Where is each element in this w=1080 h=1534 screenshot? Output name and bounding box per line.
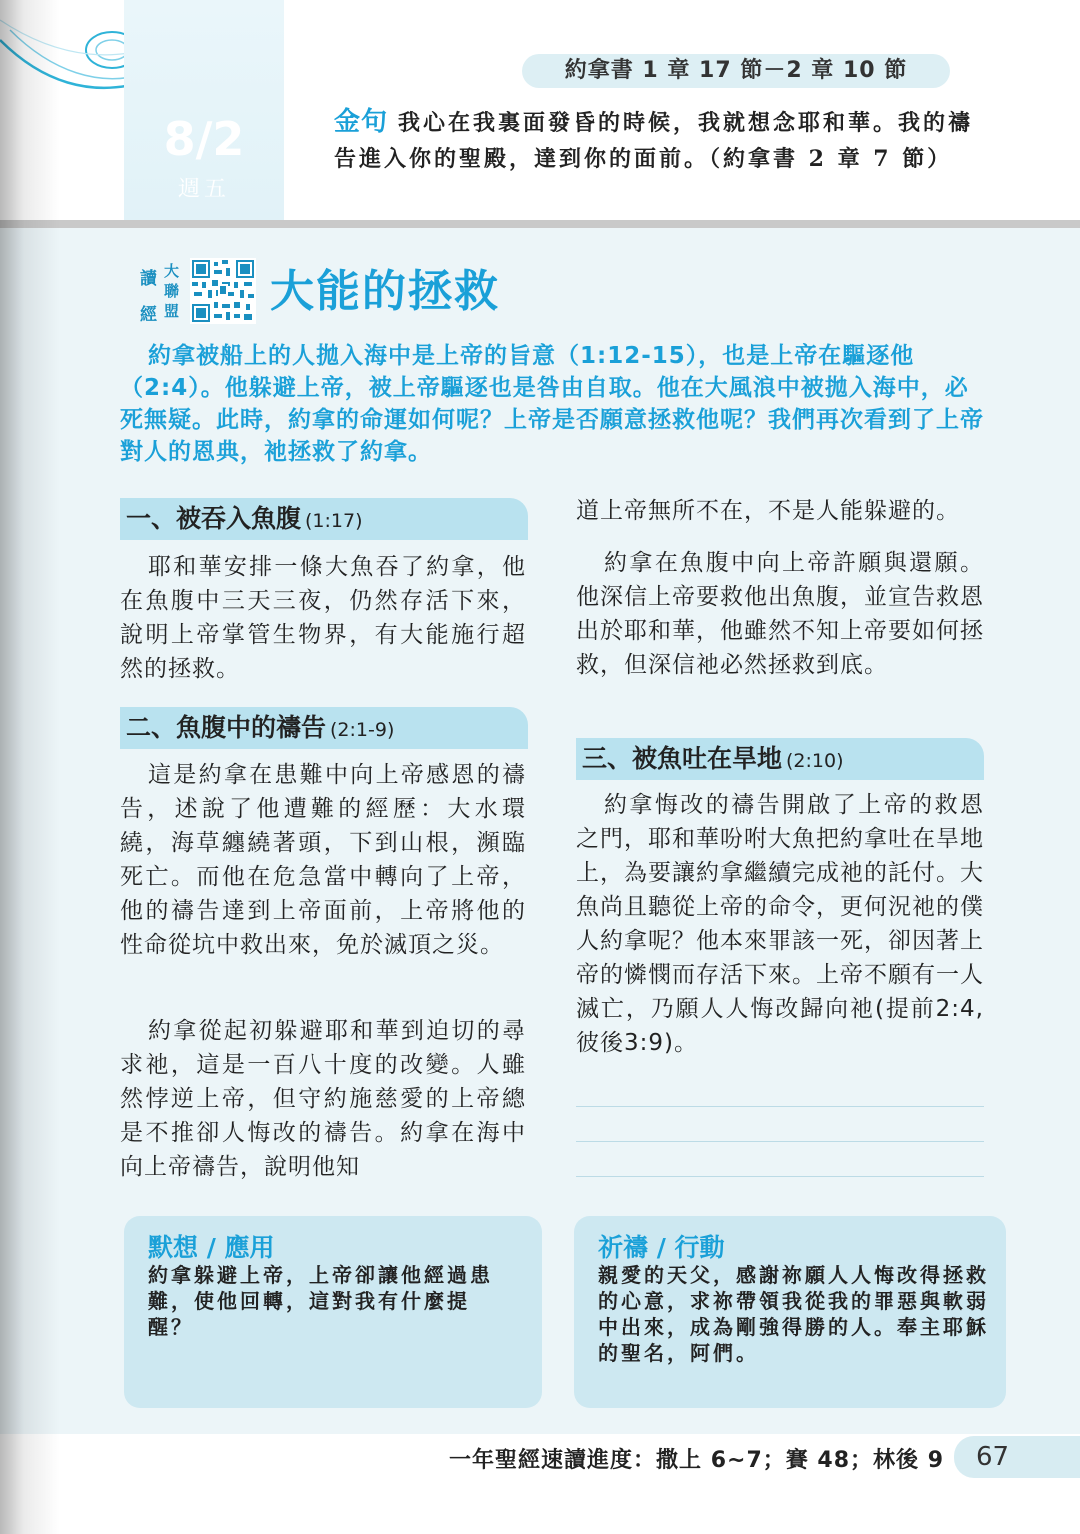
date: 8/2 bbox=[163, 112, 245, 166]
side-label-char: 讀 bbox=[140, 269, 157, 289]
section-heading-text: 二、魚腹中的禱告 bbox=[126, 713, 327, 742]
golden-verse bbox=[334, 104, 984, 177]
column-2-paragraph: 約拿在魚腹中向上帝許願與還願。他深信上帝要救他出魚腹，並宣告救恩出於耶和華，他雖然不知上帝要如何拯救，但深信祂必然拯救到底。 bbox=[576, 550, 984, 678]
section-2-paragraph-1: 這是約拿在患難中向上帝感恩的禱告，述說了他遭難的經歷：大水環繞，海草纏繞著頭，下到山根，瀕臨死亡。而他在危急當中轉向了上帝，他的禱告達到上帝面前，上帝將他的性命從坑中救出來，免於滅頂之災。 bbox=[120, 762, 526, 958]
section-heading-text: 一、被吞入魚腹 bbox=[126, 504, 302, 533]
note-line bbox=[576, 1106, 984, 1107]
meditation-box bbox=[124, 1216, 542, 1408]
prayer-heading: 祈禱 / 行動 bbox=[598, 1233, 725, 1262]
section-heading-text: 三、被魚吐在旱地 bbox=[582, 744, 783, 773]
section-heading-1 bbox=[120, 498, 528, 540]
reading-progress: 一年聖經速讀進度：撒上 6~7；賽 48；林後 9 bbox=[449, 1448, 944, 1473]
intro-paragraph: 約拿被船上的人拋入海中是上帝的旨意（1:12-15），也是上帝在驅逐他（2:4）。他躲避上帝，被上帝驅逐也是咎由自取。他在大風浪中被拋入海中，必死無疑。此時，約拿的命運如何呢？上帝是否願意拯救他呢？我們再次看到了上帝對人的恩典，祂拯救了約拿。 bbox=[120, 343, 984, 465]
side-label-char: 大 bbox=[164, 262, 180, 280]
header-divider bbox=[0, 220, 1080, 228]
note-lines bbox=[576, 1106, 984, 1211]
side-label-char: 盟 bbox=[164, 302, 180, 320]
section-heading-ref: (1:17) bbox=[305, 510, 363, 532]
meditation-heading: 默想 / 應用 bbox=[148, 1233, 275, 1262]
golden-verse-text: 我心在我裏面發昏的時候，我就想念耶和華。我的禱告進入你的聖殿，達到你的面前。（約拿書 2 章 7 節） bbox=[334, 110, 974, 172]
header bbox=[0, 0, 1080, 222]
side-label-char: 聯 bbox=[164, 282, 180, 300]
section-heading-3 bbox=[576, 738, 984, 780]
side-label bbox=[138, 260, 188, 324]
section-3-paragraph: 約拿悔改的禱告開啟了上帝的救恩之門，耶和華吩咐大魚把約拿吐在旱地上，為要讓約拿繼續完成祂的託付。大魚尚且聽從上帝的命令，更何況祂的僕人約拿呢？他本來罪該一死，卻因著上帝的憐憫而存活下來。上帝不願有一人滅亡，乃願人人悔改歸向祂(提前2:4,彼後3:9)。 bbox=[576, 792, 984, 1056]
qr-code-icon[interactable] bbox=[190, 258, 256, 324]
scripture-reference: 約拿書 1 章 17 節－2 章 10 節 bbox=[522, 54, 950, 88]
prayer-text: 親愛的天父，感謝祢願人人悔改得拯救的心意，求祢帶領我從我的罪惡與軟弱中出來，成為剛強得勝的人。奉主耶穌的聖名，阿們。 bbox=[598, 1263, 989, 1365]
date-tab bbox=[124, 0, 284, 220]
side-label-char: 經 bbox=[140, 305, 157, 325]
footer bbox=[0, 1434, 1080, 1534]
page-number: 67 bbox=[954, 1436, 1080, 1478]
section-heading-2 bbox=[120, 707, 528, 749]
golden-verse-label: 金句 bbox=[334, 107, 389, 137]
note-line bbox=[576, 1141, 984, 1142]
section-1-paragraph: 耶和華安排一條大魚吞了約拿，他在魚腹中三天三夜，仍然存活下來，說明上帝掌管生物界，有大能施行超然的拯救。 bbox=[120, 554, 526, 682]
meditation-text: 約拿躲避上帝，上帝卻讓他經過患難，使他回轉，這對我有什麼提醒？ bbox=[148, 1263, 493, 1339]
section-heading-ref: (2:1-9) bbox=[330, 719, 395, 741]
column-2-continuation: 道上帝無所不在，不是人能躲避的。 bbox=[576, 498, 960, 524]
section-heading-ref: (2:10) bbox=[786, 750, 844, 772]
prayer-box bbox=[574, 1216, 1006, 1408]
note-line bbox=[576, 1176, 984, 1177]
weekday: 週五 bbox=[177, 177, 230, 202]
page-title: 大能的拯救 bbox=[270, 266, 500, 317]
section-2-paragraph-2: 約拿從起初躲避耶和華到迫切的尋求祂，這是一百八十度的改變。人雖然悖逆上帝，但守約施慈愛的上帝總是不推卻人悔改的禱告。約拿在海中向上帝禱告，說明他知 bbox=[120, 1018, 526, 1180]
